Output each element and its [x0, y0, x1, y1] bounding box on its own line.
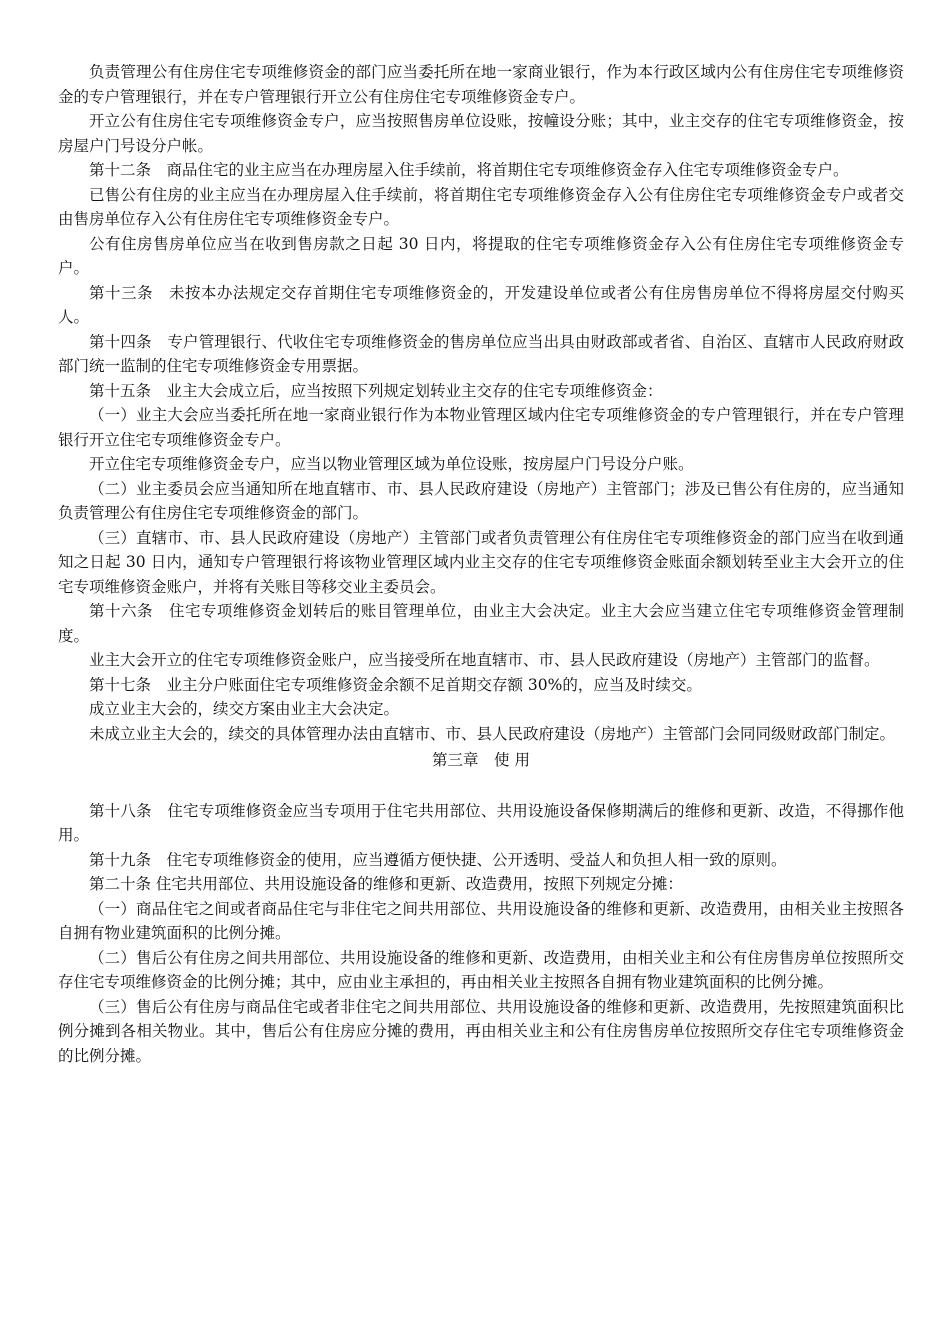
article-18: 第十八条 住宅专项维修资金应当专项用于住宅共用部位、共用设施设备保修期满后的维修和更新、改造，不得挪作他用。 [58, 801, 904, 844]
article-13: 第十三条 未按本办法规定交存首期住宅专项维修资金的，开发建设单位或者公有住房售房单位不得将房屋交付购买人。 [58, 283, 904, 326]
article-12: 第十二条 商品住宅的业主应当在办理房屋入住手续前，将首期住宅专项维修资金存入住宅专项维修资金专户。 [89, 161, 849, 179]
paragraph: 负责管理公有住房住宅专项维修资金的部门应当委托所在地一家商业银行，作为本行政区域内公有住房住宅专项维修资金的专户管理银行，并在专户管理银行开立公有住房住宅专项维修资金专户。 [58, 63, 904, 106]
clause-3: （三）直辖市、市、县人民政府建设（房地产）主管部门或者负责管理公有住房住宅专项维修资金的部门应当在收到通知之日起 30 日内，通知专户管理银行将该物业管理区域内业主交存的住宅专项维修资金账面余额划转至业主大会开立的住宅专项维修资金账户，并将有关账目等移交业主委员会。 [58, 528, 904, 596]
chapter-title: 第三章 使 用 [432, 751, 530, 769]
paragraph: 公有住房售房单位应当在收到售房款之日起 30 日内，将提取的住宅专项维修资金存入公有住房住宅专项维修资金专户。 [58, 234, 904, 277]
paragraph: 开立公有住房住宅专项维修资金专户，应当按照售房单位设账，按幢设分账；其中，业主交存的住宅专项维修资金，按房屋户门号设分户帐。 [58, 112, 904, 155]
paragraph: 成立业主大会的，续交方案由业主大会决定。 [89, 700, 400, 718]
article-14: 第十四条 专户管理银行、代收住宅专项维修资金的售房单位应当出具由财政部或者省、自治区、直辖市人民政府财政部门统一监制的住宅专项维修资金专用票据。 [58, 332, 904, 375]
clause-1: （一）业主大会应当委托所在地一家商业银行作为本物业管理区域内住宅专项维修资金的专户管理银行，并在专户管理银行开立住宅专项维修资金专户。 [58, 406, 904, 449]
clause-1: （一）商品住宅之间或者商品住宅与非住宅之间共用部位、共用设施设备的维修和更新、改造费用，由相关业主按照各自拥有物业建筑面积的比例分摊。 [58, 899, 904, 942]
clause-2: （二）售后公有住房之间共用部位、共用设施设备的维修和更新、改造费用，由相关业主和公有住房售房单位按照所交存住宅专项维修资金的比例分摊；其中，应由业主承担的，再由相关业主按照各自拥有物业建筑面积的比例分摊。 [58, 948, 904, 991]
clause-2: （二）业主委员会应当通知所在地直辖市、市、县人民政府建设（房地产）主管部门；涉及已售公有住房的，应当通知负责管理公有住房住宅专项维修资金的部门。 [58, 479, 904, 522]
article-17: 第十七条 业主分户账面住宅专项维修资金余额不足首期交存额 30%的，应当及时续交。 [89, 675, 702, 694]
paragraph: 业主大会开立的住宅专项维修资金账户，应当接受所在地直辖市、市、县人民政府建设（房地产）主管部门的监督。 [89, 651, 880, 669]
paragraphs-after [58, 799, 904, 1069]
paragraphs-before [58, 60, 904, 746]
article-20: 第二十条 住宅共用部位、共用设施设备的维修和更新、改造费用，按照下列规定分摊： [89, 875, 683, 893]
article-19: 第十九条 住宅专项维修资金的使用，应当遵循方便快捷、公开透明、受益人和负担人相一致的原则。 [89, 850, 787, 869]
document-page [58, 60, 904, 1068]
article-16: 第十六条 住宅专项维修资金划转后的账目管理单位，由业主大会决定。业主大会应当建立住宅专项维修资金管理制度。 [58, 602, 904, 645]
article-15: 第十五条 业主大会成立后，应当按照下列规定划转业主交存的住宅专项维修资金： [89, 381, 663, 400]
paragraph: 未成立业主大会的，续交的具体管理办法由直辖市、市、县人民政府建设（房地产）主管部门会同同级财政部门制定。 [89, 724, 896, 743]
clause-3: （三）售后公有住房与商品住宅或者非住宅之间共用部位、共用设施设备的维修和更新、改造费用，先按照建筑面积比例分摊到各相关物业。其中，售后公有住房应分摊的费用，再由相关业主和公有住房售房单位按照所交存住宅专项维修资金的比例分摊。 [58, 997, 904, 1065]
paragraph: 开立住宅专项维修资金专户，应当以物业管理区域为单位设账，按房屋户门号设分户账。 [89, 455, 694, 473]
paragraph: 已售公有住房的业主应当在办理房屋入住手续前，将首期住宅专项维修资金存入公有住房住宅专项维修资金专户或者交由售房单位存入公有住房住宅专项维修资金专户。 [58, 185, 904, 228]
